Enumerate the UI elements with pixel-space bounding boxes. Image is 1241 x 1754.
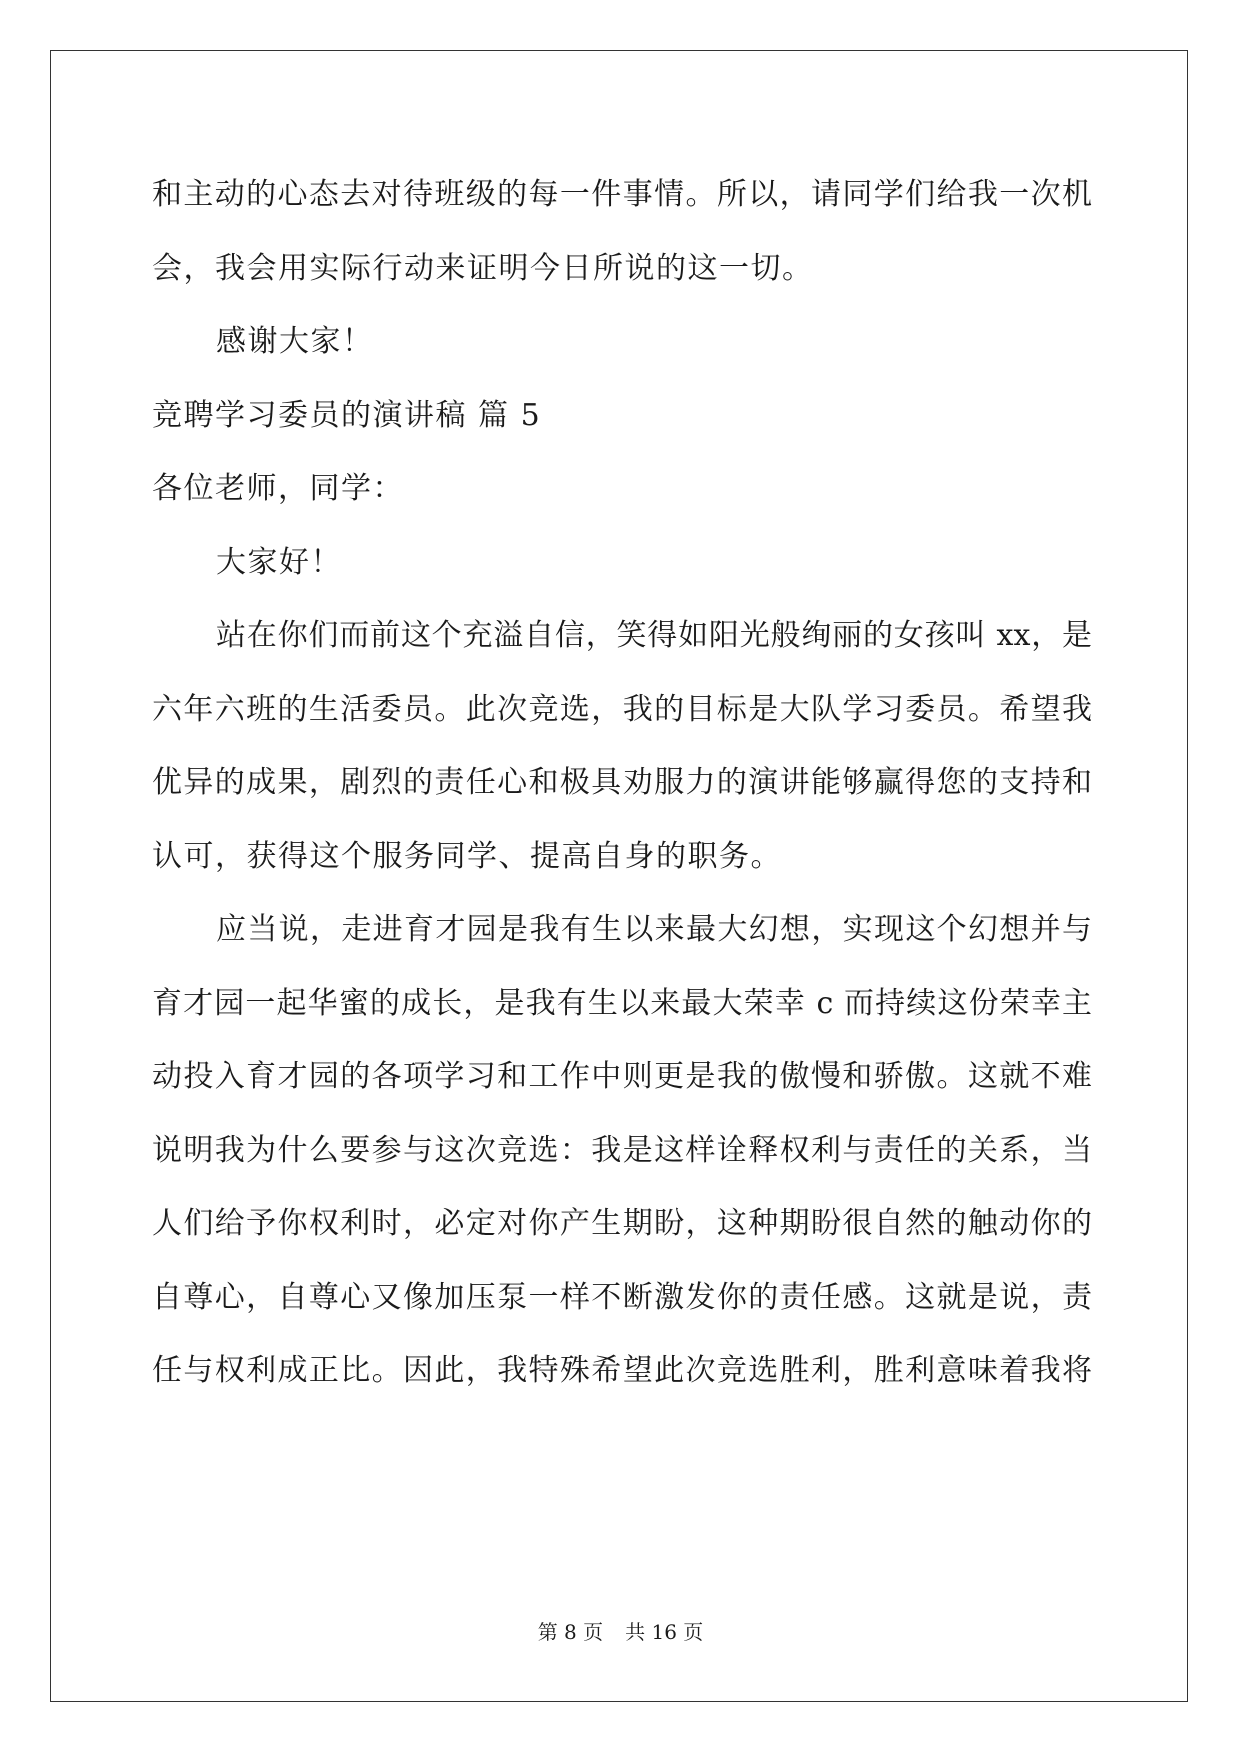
text-line: 动投入育才园的各项学习和工作中则更是我的傲慢和骄傲。这就不难 <box>152 1059 1092 1094</box>
text-line: 和主动的心态去对待班级的每一件事情。所以，请同学们给我一次机 <box>152 177 1092 212</box>
text-line: 大家好！ <box>216 544 342 580</box>
document-body <box>152 158 1092 1408</box>
text-line: 人们给予你权利时，必定对你产生期盼，这种期盼很自然的触动你的 <box>152 1206 1092 1241</box>
page-number-current: 第 8 页 <box>537 1620 604 1644</box>
text-line: 站在你们而前这个充溢自信，笑得如阳光般绚丽的女孩叫 xx，是 <box>216 618 1092 653</box>
text-line: 认可，获得这个服务同学、提高自身的职务。 <box>152 838 782 874</box>
text-line: 说明我为什么要参与这次竞选：我是这样诠释权利与责任的关系，当 <box>152 1132 1092 1168</box>
text-line: 自尊心，自尊心又像加压泵一样不断激发你的责任感。这就是说，责 <box>152 1279 1092 1315</box>
text-line: 育才园一起华蜜的成长，是我有生以来最大荣幸 c 而持续这份荣幸主 <box>152 985 1092 1021</box>
text-line: 会，我会用实际行动来证明今日所说的这一切。 <box>152 250 814 286</box>
page-number-total: 共 16 页 <box>625 1620 704 1644</box>
page-footer <box>0 1616 1241 1645</box>
salutation: 各位老师，同学： <box>152 471 404 506</box>
text-line: 优异的成果，剧烈的责任心和极具劝服力的演讲能够赢得您的支持和 <box>152 765 1092 800</box>
text-line: 六年六班的生活委员。此次竞选，我的目标是大队学习委员。希望我 <box>152 691 1092 727</box>
text-line: 应当说，走进育才园是我有生以来最大幻想，实现这个幻想并与 <box>216 912 1092 947</box>
text-line: 感谢大家！ <box>216 324 374 359</box>
section-heading: 竞聘学习委员的演讲稿 篇 5 <box>152 397 542 433</box>
text-line: 任与权利成正比。因此，我特殊希望此次竞选胜利，胜利意味着我将 <box>152 1353 1092 1388</box>
